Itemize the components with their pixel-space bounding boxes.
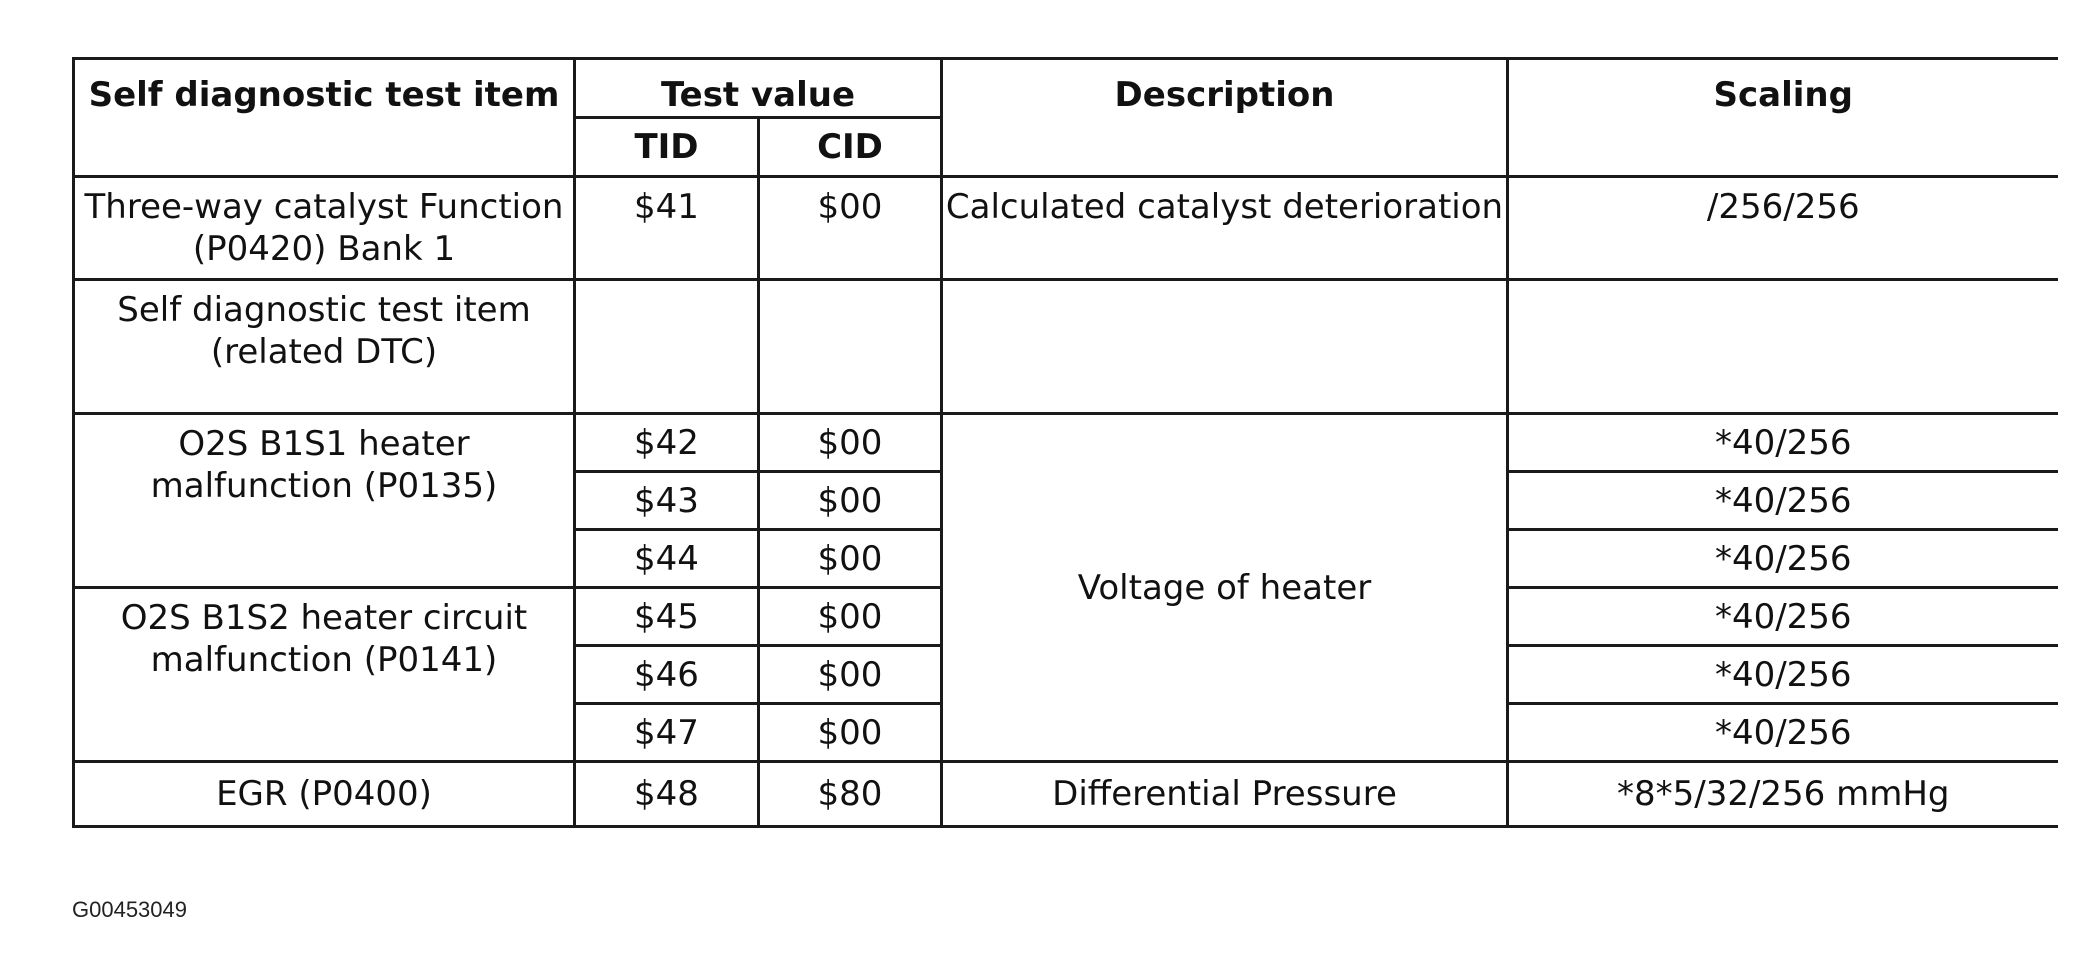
table-row-heater-1: [74, 414, 2058, 472]
cell-tid: $42: [575, 414, 759, 472]
header-item: Self diagnostic test item: [74, 59, 575, 177]
cell-tid: $41: [575, 177, 759, 280]
diagnostic-test-table: [72, 57, 2058, 828]
subheader-cid-empty: [759, 280, 942, 414]
cell-description-heater: Voltage of heater: [942, 414, 1508, 762]
cell-cid: $00: [759, 177, 942, 280]
cell-item: Three-way catalyst Function (P0420) Bank 1: [74, 177, 575, 280]
cell-cid: $00: [759, 588, 942, 646]
subheader-item: Self diagnostic test item (related DTC): [74, 280, 575, 414]
header-tid: TID: [575, 118, 759, 177]
cell-scaling: *40/256: [1508, 472, 2058, 530]
table-row-egr: [74, 762, 2058, 827]
cell-cid: $00: [759, 414, 942, 472]
cell-tid: $48: [575, 762, 759, 827]
cell-cid: $80: [759, 762, 942, 827]
cell-scaling: *40/256: [1508, 414, 2058, 472]
cell-cid: $00: [759, 530, 942, 588]
subheader-tid-empty: [575, 280, 759, 414]
cell-tid: $45: [575, 588, 759, 646]
subheader-scaling-empty: [1508, 280, 2058, 414]
header-cid: CID: [759, 118, 942, 177]
cell-scaling: *40/256: [1508, 588, 2058, 646]
cell-cid: $00: [759, 646, 942, 704]
header-scaling: Scaling: [1508, 59, 2058, 177]
cell-cid: $00: [759, 472, 942, 530]
figure-caption: G00453049: [72, 897, 187, 922]
cell-tid: $46: [575, 646, 759, 704]
cell-item: EGR (P0400): [74, 762, 575, 827]
cell-tid: $47: [575, 704, 759, 762]
cell-tid: $43: [575, 472, 759, 530]
cell-tid: $44: [575, 530, 759, 588]
cell-scaling: *8*5/32/256 mmHg: [1508, 762, 2058, 827]
cell-item-o2-b1s1: O2S B1S1 heater malfunction (P0135): [74, 414, 575, 588]
cell-scaling: /256/256: [1508, 177, 2058, 280]
table-row-catalyst: [74, 177, 2058, 280]
cell-item-o2-b1s2: O2S B1S2 heater circuit malfunction (P0141): [74, 588, 575, 762]
cell-scaling: *40/256: [1508, 704, 2058, 762]
table-row-subheader: [74, 280, 2058, 414]
cell-description: Calculated catalyst deterioration: [942, 177, 1508, 280]
cell-scaling: *40/256: [1508, 530, 2058, 588]
header-test-value: Test value: [575, 59, 942, 118]
header-description: Description: [942, 59, 1508, 177]
cell-cid: $00: [759, 704, 942, 762]
cell-scaling: *40/256: [1508, 646, 2058, 704]
subheader-description-empty: [942, 280, 1508, 414]
cell-description: Differential Pressure: [942, 762, 1508, 827]
